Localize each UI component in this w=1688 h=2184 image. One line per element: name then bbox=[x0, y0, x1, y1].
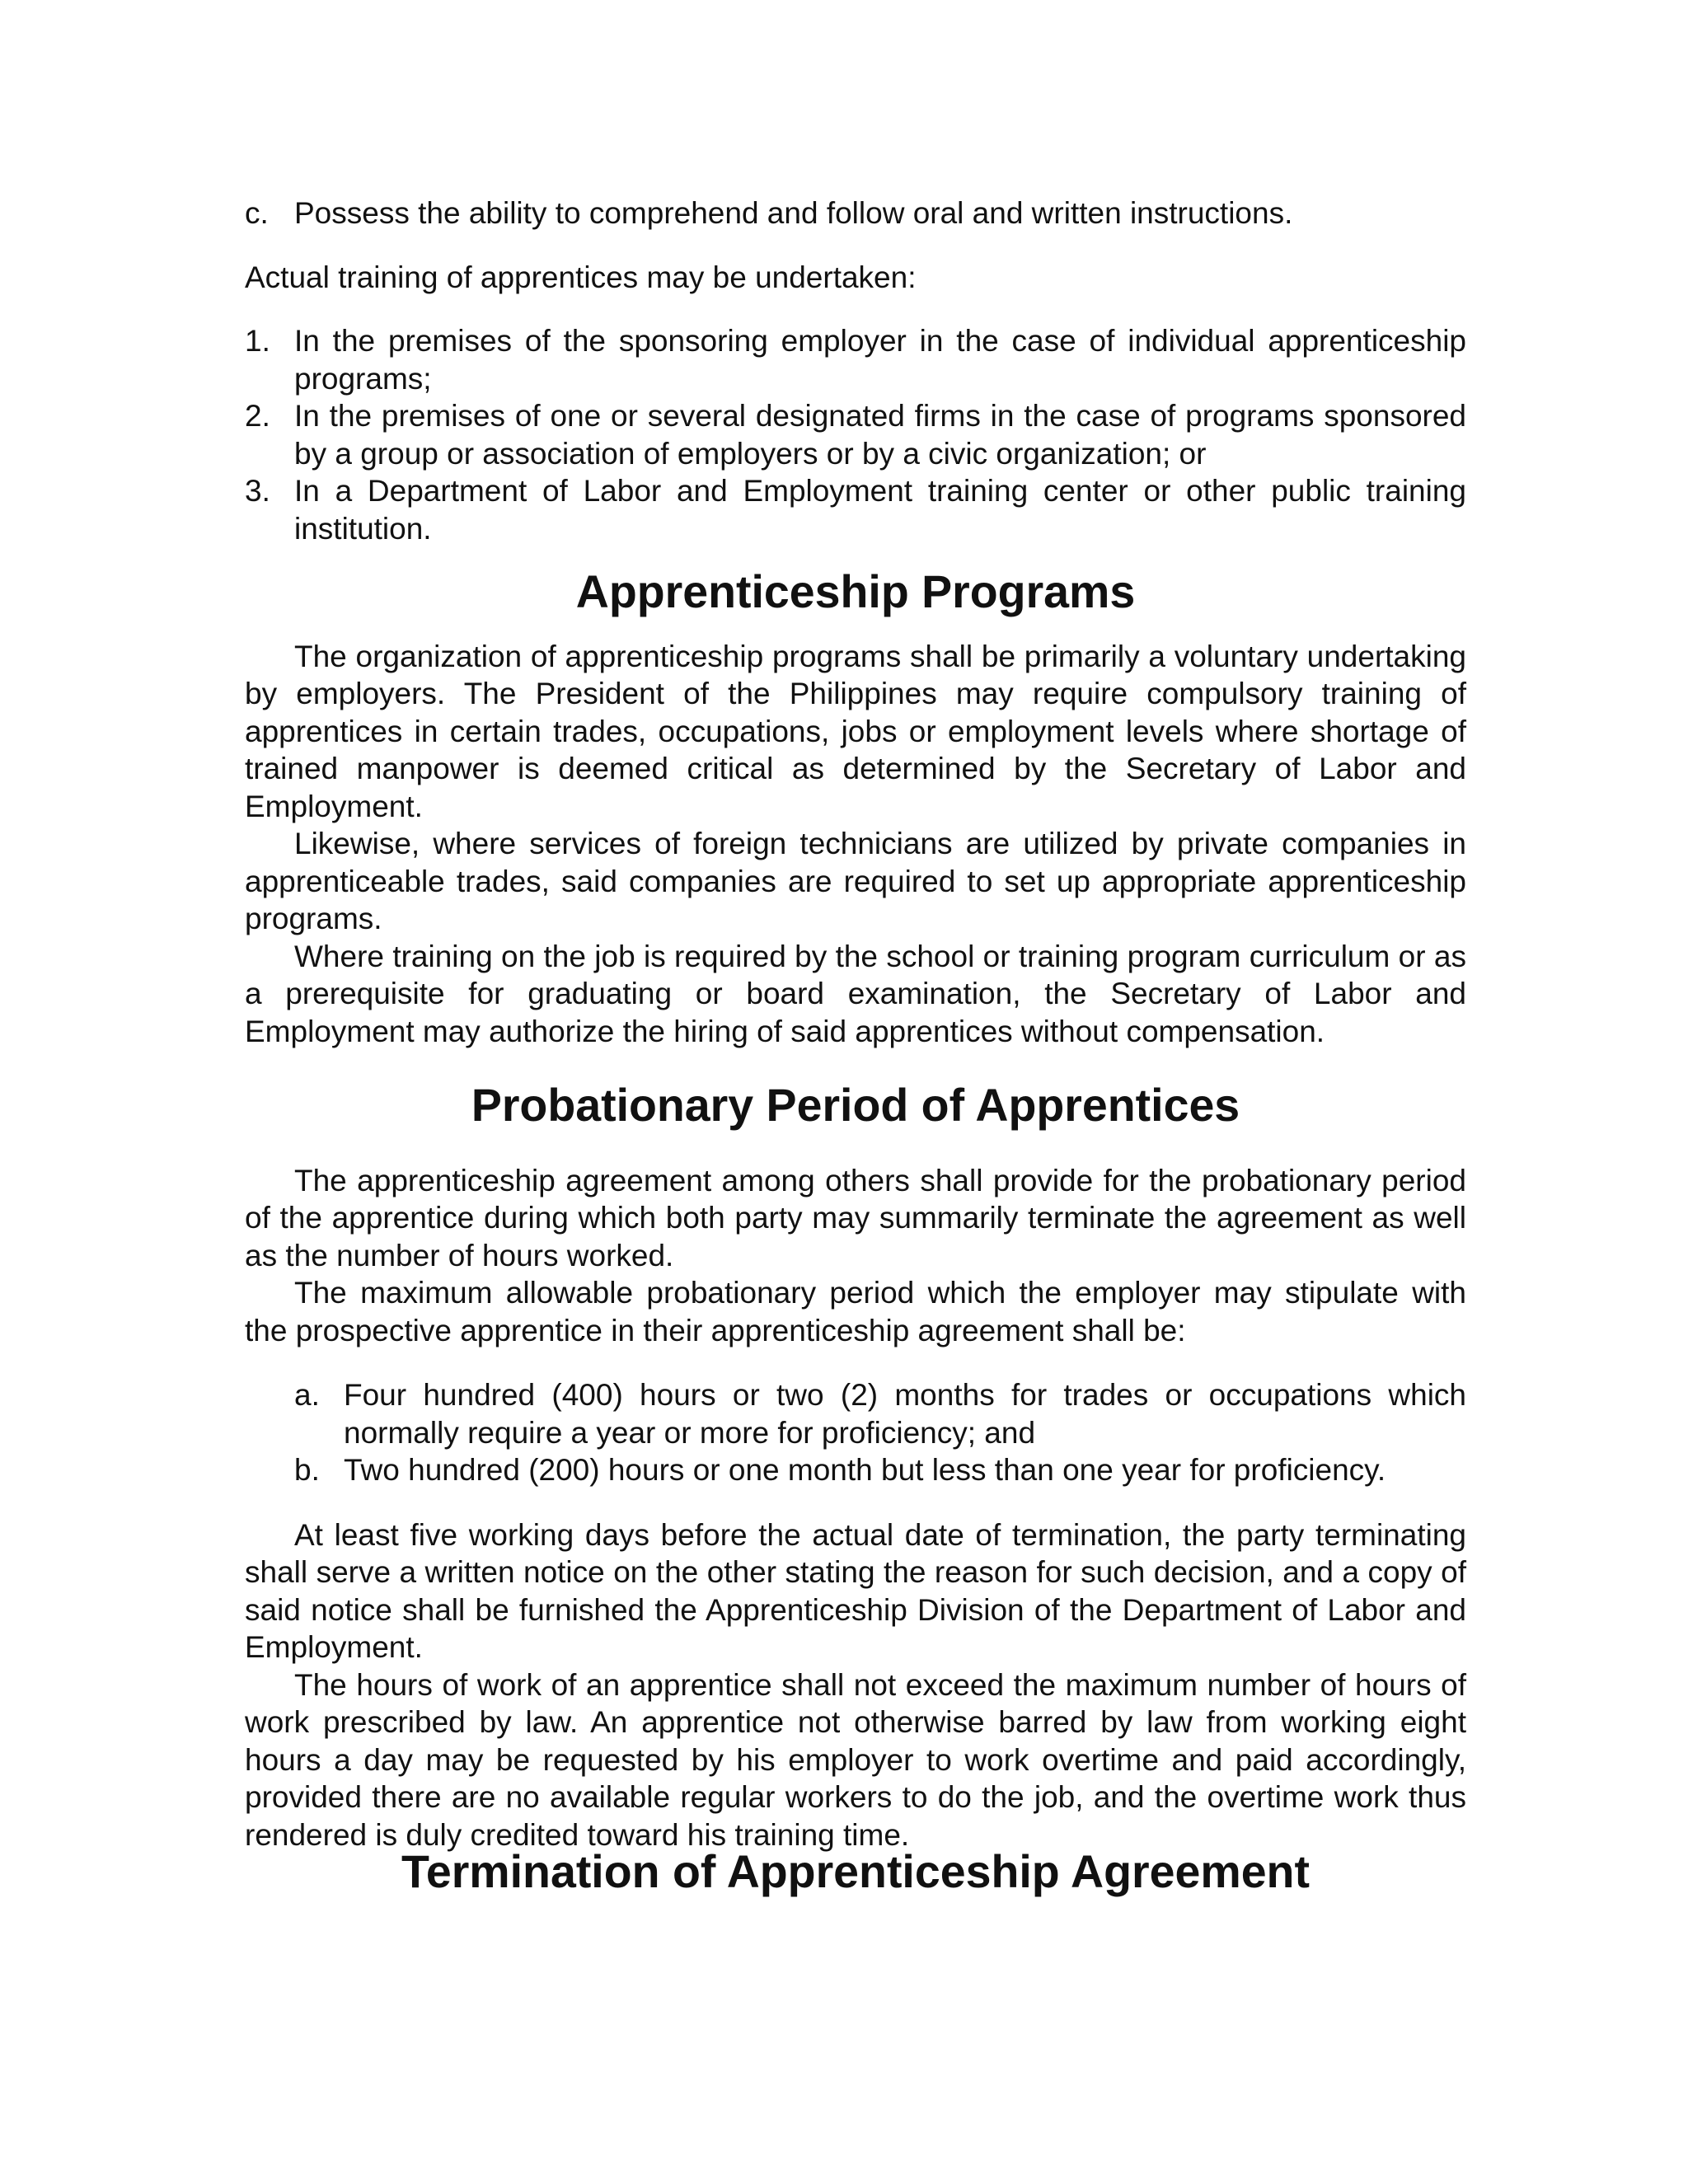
list-item bbox=[245, 472, 1466, 547]
paragraph: The hours of work of an apprentice shall not exceed the maximum number of hours of work prescribed by law. An apprentice not otherwise barred by law from working eight hours a day may be requested by his employer to work overtime and paid accordingly, provided there are no available regular workers to do the job, and the overtime work thus rendered is duly credited toward his training time. bbox=[245, 1667, 1466, 1852]
list-item bbox=[245, 322, 1466, 397]
list-item bbox=[245, 1376, 1466, 1451]
list-marker: 2. bbox=[245, 399, 270, 433]
spacer bbox=[245, 1489, 1466, 1516]
spacer bbox=[245, 296, 1466, 322]
paragraph: The maximum allowable probationary period which the employer may stipulate with the prospective apprentice in their apprenticeship agreement shall be: bbox=[245, 1276, 1466, 1347]
list-item bbox=[245, 397, 1466, 472]
list-item-text: Possess the ability to comprehend and follow oral and written instructions. bbox=[294, 196, 1293, 230]
spacer bbox=[245, 1349, 1466, 1376]
paragraph: Where training on the job is required by the school or training program curriculum or as a prerequisite for graduating or board examination, the Secretary of Labor and Employment may authorize the hiring of said apprentices without compensation. bbox=[245, 939, 1466, 1048]
list-item-text: In the premises of the sponsoring employer in the case of individual apprenticeship programs; bbox=[294, 324, 1466, 396]
paragraph: At least five working days before the actual date of termination, the party terminating shall serve a written notice on the other stating the reason for such decision, and a copy of said notice shall be furnished the Apprenticeship Division of the Department of Labor and Employment. bbox=[245, 1517, 1466, 1664]
document-page bbox=[245, 194, 1466, 1897]
spacer bbox=[245, 232, 1466, 259]
list-marker: 3. bbox=[245, 474, 270, 508]
section-heading-probationary-period: Probationary Period of Apprentices bbox=[471, 1080, 1240, 1131]
probationary-period-list bbox=[245, 1376, 1466, 1489]
training-location-list bbox=[245, 322, 1466, 547]
paragraph: Likewise, where services of foreign technicians are utilized by private companies in apprenticeable trades, said companies are required to set up appropriate apprenticeship programs. bbox=[245, 827, 1466, 935]
list-item-text: In a Department of Labor and Employment training center or other public training institution. bbox=[294, 474, 1466, 546]
section-heading-termination: Termination of Apprenticeship Agreement bbox=[401, 1846, 1310, 1897]
list-marker: a. bbox=[294, 1378, 320, 1412]
list-item-text: Two hundred (200) hours or one month but less than one year for proficiency. bbox=[344, 1453, 1386, 1487]
paragraph: The apprenticeship agreement among others shall provide for the probationary period of the apprentice during which both party may summarily terminate the agreement as well as the number of hours worked. bbox=[245, 1163, 1466, 1272]
list-item-text: In the premises of one or several designated firms in the case of programs sponsored by a group or association of employers or by a civic organization; or bbox=[294, 399, 1466, 471]
paragraph: The organization of apprenticeship programs shall be primarily a voluntary undertaking by employers. The President of the Philippines may require compulsory training of apprentices in certain trades, occupations, jobs or employment levels where shortage of trained manpower is deemed critical as determined by the Secretary of Labor and Employment. bbox=[245, 639, 1466, 823]
qualification-item-c bbox=[245, 194, 1466, 232]
list-marker: c. bbox=[245, 196, 269, 230]
list-item-text: Four hundred (400) hours or two (2) months for trades or occupations which normally require a year or more for proficiency; and bbox=[344, 1378, 1466, 1450]
section-heading-apprenticeship-programs: Apprenticeship Programs bbox=[575, 566, 1136, 617]
list-item bbox=[245, 1451, 1466, 1489]
training-intro: Actual training of apprentices may be undertaken: bbox=[245, 260, 917, 294]
list-marker: 1. bbox=[245, 324, 270, 358]
list-marker: b. bbox=[294, 1453, 320, 1487]
